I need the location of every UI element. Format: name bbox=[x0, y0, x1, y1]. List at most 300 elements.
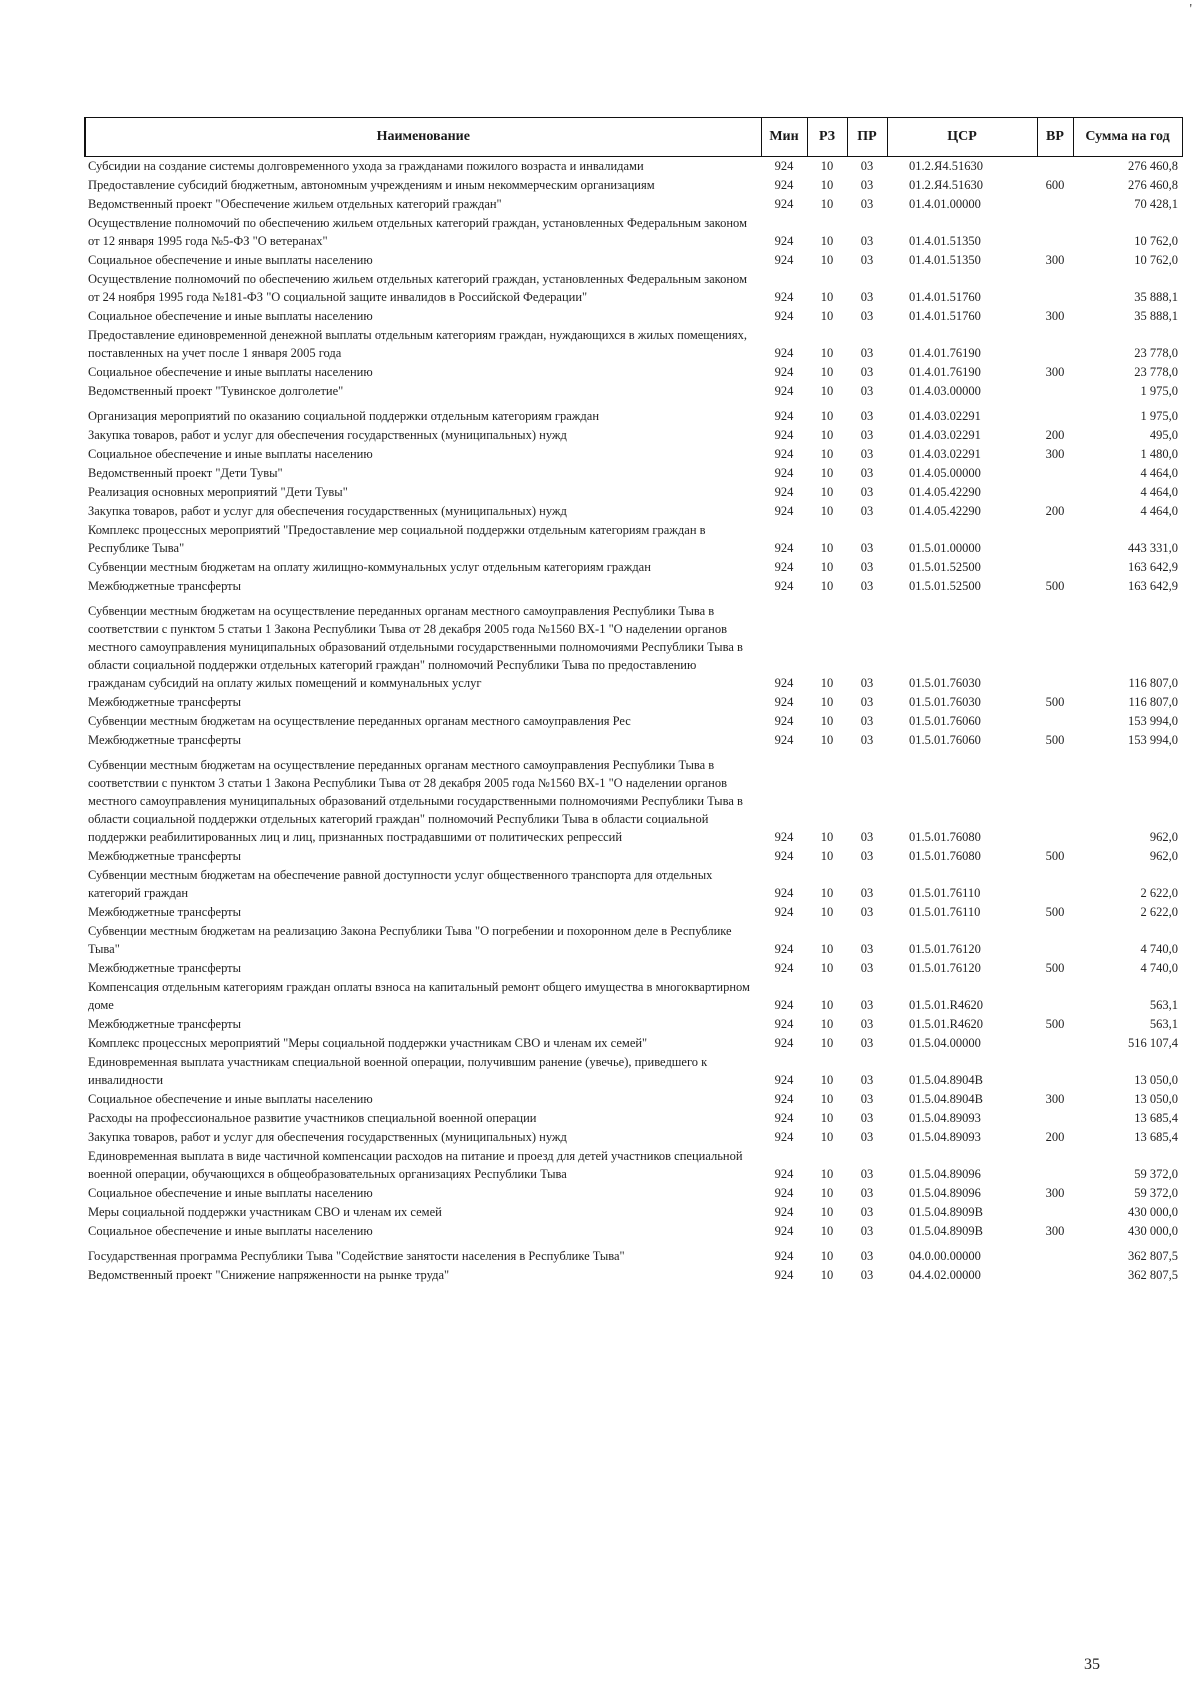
row-min: 924 bbox=[774, 1249, 794, 1263]
row-rz: 10 bbox=[820, 1224, 834, 1238]
row-min: 924 bbox=[774, 253, 794, 267]
row-csr: 01.5.01.76110 bbox=[909, 905, 981, 919]
row-pr: 03 bbox=[860, 178, 874, 192]
row-rz: 10 bbox=[820, 1130, 834, 1144]
row-csr: 01.5.01.R4620 bbox=[909, 1017, 983, 1031]
row-rz: 10 bbox=[820, 1073, 834, 1087]
row-vr: 500 bbox=[1045, 849, 1065, 863]
row-vr bbox=[1037, 596, 1073, 693]
table-row bbox=[85, 922, 1182, 959]
row-min: 924 bbox=[774, 733, 794, 747]
row-vr: 300 bbox=[1045, 365, 1065, 379]
row-rz: 10 bbox=[820, 998, 834, 1012]
row-vr bbox=[1037, 382, 1073, 401]
table-row bbox=[85, 866, 1182, 903]
table-row bbox=[85, 978, 1182, 1015]
row-rz: 10 bbox=[820, 905, 834, 919]
row-sum: 563,1 bbox=[1149, 998, 1178, 1012]
row-csr: 01.4.01.76190 bbox=[909, 346, 981, 360]
row-pr: 03 bbox=[860, 733, 874, 747]
row-sum: 276 460,8 bbox=[1128, 159, 1178, 173]
row-name: Предоставление субсидий бюджетным, автономным учреждениям и иным некоммерческим организациям bbox=[88, 178, 655, 192]
row-csr: 01.5.04.8904В bbox=[909, 1073, 983, 1087]
row-csr: 01.4.03.02291 bbox=[909, 428, 981, 442]
row-sum: 35 888,1 bbox=[1134, 290, 1178, 304]
row-vr bbox=[1037, 521, 1073, 558]
table-row bbox=[85, 382, 1182, 401]
row-pr: 03 bbox=[860, 1224, 874, 1238]
header-row bbox=[85, 118, 1182, 157]
row-pr: 03 bbox=[860, 714, 874, 728]
row-vr: 300 bbox=[1045, 447, 1065, 461]
table-row bbox=[85, 445, 1182, 464]
row-name: Субвенции местным бюджетам на осуществление переданных органам местного самоуправления Республики Тыва в соответствии с пунктом 5 статьи 1 Закона Республики Тыва от 28 декабря 2005 года №1560 ВХ-1 "О наделении органов местного самоуправления муниципальных образований отдельными государственными полномочиями Республики Тыва в области социальной поддержки отдельных категорий граждан" полномочий Республики Тыва по предоставлению гражданам субсидий на оплату жилых помещений и коммунальных услуг bbox=[88, 604, 743, 690]
row-min: 924 bbox=[774, 1224, 794, 1238]
row-name: Межбюджетные трансферты bbox=[88, 579, 242, 593]
row-pr: 03 bbox=[860, 1036, 874, 1050]
row-rz: 10 bbox=[820, 1036, 834, 1050]
row-pr: 03 bbox=[860, 998, 874, 1012]
row-sum: 430 000,0 bbox=[1128, 1224, 1178, 1238]
row-pr: 03 bbox=[860, 1249, 874, 1263]
row-min: 924 bbox=[774, 197, 794, 211]
row-vr: 300 bbox=[1045, 309, 1065, 323]
row-rz: 10 bbox=[820, 1249, 834, 1263]
row-min: 924 bbox=[774, 1205, 794, 1219]
row-min: 924 bbox=[774, 234, 794, 248]
table-row bbox=[85, 1266, 1182, 1285]
row-min: 924 bbox=[774, 961, 794, 975]
row-rz: 10 bbox=[820, 1186, 834, 1200]
row-pr: 03 bbox=[860, 579, 874, 593]
column-header-rz: РЗ bbox=[807, 118, 847, 157]
table-row bbox=[85, 1053, 1182, 1090]
row-sum: 153 994,0 bbox=[1128, 733, 1178, 747]
row-min: 924 bbox=[774, 485, 794, 499]
table-row bbox=[85, 1241, 1182, 1266]
row-rz: 10 bbox=[820, 961, 834, 975]
row-pr: 03 bbox=[860, 428, 874, 442]
row-min: 924 bbox=[774, 942, 794, 956]
row-min: 924 bbox=[774, 714, 794, 728]
row-min: 924 bbox=[774, 1111, 794, 1125]
row-name: Социальное обеспечение и иные выплаты населению bbox=[88, 1224, 373, 1238]
column-header-name: Наименование bbox=[85, 118, 761, 157]
row-vr bbox=[1037, 214, 1073, 251]
row-name: Осуществление полномочий по обеспечению жильем отдельных категорий граждан, установленных Федеральным законом от 24 ноября 1995 года №181-ФЗ "О социальной защите инвалидов в Российской Федерации" bbox=[88, 272, 747, 304]
row-csr: 01.5.04.89096 bbox=[909, 1167, 981, 1181]
row-name: Реализация основных мероприятий "Дети Тувы" bbox=[88, 485, 348, 499]
row-min: 924 bbox=[774, 905, 794, 919]
row-rz: 10 bbox=[820, 1017, 834, 1031]
row-name: Социальное обеспечение и иные выплаты населению bbox=[88, 253, 373, 267]
table-row bbox=[85, 1034, 1182, 1053]
row-min: 924 bbox=[774, 409, 794, 423]
row-csr: 01.5.01.76060 bbox=[909, 733, 981, 747]
row-pr: 03 bbox=[860, 1205, 874, 1219]
table-row bbox=[85, 558, 1182, 577]
row-rz: 10 bbox=[820, 346, 834, 360]
row-name: Социальное обеспечение и иные выплаты населению bbox=[88, 447, 373, 461]
table-row bbox=[85, 1015, 1182, 1034]
row-rz: 10 bbox=[820, 886, 834, 900]
row-csr: 01.4.01.51350 bbox=[909, 253, 981, 267]
row-pr: 03 bbox=[860, 695, 874, 709]
table-row bbox=[85, 731, 1182, 750]
table-row bbox=[85, 1147, 1182, 1184]
row-pr: 03 bbox=[860, 504, 874, 518]
row-csr: 01.5.01.R4620 bbox=[909, 998, 983, 1012]
column-header-pr: ПР bbox=[847, 118, 887, 157]
row-sum: 10 762,0 bbox=[1134, 253, 1178, 267]
row-min: 924 bbox=[774, 428, 794, 442]
row-sum: 4 464,0 bbox=[1140, 466, 1178, 480]
row-sum: 962,0 bbox=[1149, 849, 1178, 863]
row-name: Предоставление единовременной денежной выплаты отдельным категориям граждан, нуждающихся в жилых помещениях, поставленных на учет после 1 января 2005 года bbox=[88, 328, 747, 360]
row-name: Субвенции местным бюджетам на реализацию Закона Республики Тыва "О погребении и похоронном деле в Республике Тыва" bbox=[88, 924, 732, 956]
row-rz: 10 bbox=[820, 290, 834, 304]
row-rz: 10 bbox=[820, 942, 834, 956]
table-row bbox=[85, 464, 1182, 483]
row-name: Социальное обеспечение и иные выплаты населению bbox=[88, 309, 373, 323]
row-name: Межбюджетные трансферты bbox=[88, 695, 242, 709]
row-min: 924 bbox=[774, 1130, 794, 1144]
row-name: Комплекс процессных мероприятий "Меры социальной поддержки участникам СВО и членам их семей" bbox=[88, 1036, 648, 1050]
row-vr bbox=[1037, 1147, 1073, 1184]
row-rz: 10 bbox=[820, 849, 834, 863]
row-csr: 01.2.Я4.51630 bbox=[909, 178, 983, 192]
row-csr: 04.0.00.00000 bbox=[909, 1249, 981, 1263]
row-csr: 01.4.01.51350 bbox=[909, 234, 981, 248]
row-rz: 10 bbox=[820, 830, 834, 844]
table-row bbox=[85, 195, 1182, 214]
table-row bbox=[85, 521, 1182, 558]
row-min: 924 bbox=[774, 159, 794, 173]
row-vr: 500 bbox=[1045, 1017, 1065, 1031]
row-csr: 01.4.01.51760 bbox=[909, 290, 981, 304]
row-min: 924 bbox=[774, 695, 794, 709]
row-rz: 10 bbox=[820, 178, 834, 192]
row-rz: 10 bbox=[820, 1205, 834, 1219]
row-name: Организация мероприятий по оказанию социальной поддержки отдельным категориям граждан bbox=[88, 409, 600, 423]
column-header-vr: ВР bbox=[1037, 118, 1073, 157]
row-csr: 01.4.01.51760 bbox=[909, 309, 981, 323]
row-min: 924 bbox=[774, 1092, 794, 1106]
row-pr: 03 bbox=[860, 886, 874, 900]
page-number: 35 bbox=[1084, 1656, 1100, 1673]
row-vr bbox=[1037, 1053, 1073, 1090]
row-min: 924 bbox=[774, 1017, 794, 1031]
table-row bbox=[85, 903, 1182, 922]
row-rz: 10 bbox=[820, 676, 834, 690]
row-rz: 10 bbox=[820, 1092, 834, 1106]
row-name: Социальное обеспечение и иные выплаты населению bbox=[88, 1092, 373, 1106]
row-name: Субвенции местным бюджетам на оплату жилищно-коммунальных услуг отдельным категориям граждан bbox=[88, 560, 651, 574]
row-csr: 01.2.Я4.51630 bbox=[909, 159, 983, 173]
table-row bbox=[85, 270, 1182, 307]
table-row bbox=[85, 693, 1182, 712]
row-sum: 2 622,0 bbox=[1140, 905, 1178, 919]
row-csr: 01.5.04.89093 bbox=[909, 1111, 981, 1125]
row-sum: 13 050,0 bbox=[1134, 1092, 1178, 1106]
row-vr: 600 bbox=[1045, 178, 1065, 192]
row-vr: 300 bbox=[1045, 1092, 1065, 1106]
budget-table-wrapper bbox=[84, 117, 1181, 1285]
row-min: 924 bbox=[774, 346, 794, 360]
row-csr: 01.4.03.00000 bbox=[909, 384, 981, 398]
row-pr: 03 bbox=[860, 961, 874, 975]
row-vr bbox=[1037, 157, 1073, 177]
table-row bbox=[85, 363, 1182, 382]
row-rz: 10 bbox=[820, 234, 834, 248]
row-pr: 03 bbox=[860, 447, 874, 461]
table-row bbox=[85, 307, 1182, 326]
row-csr: 01.5.04.8904В bbox=[909, 1092, 983, 1106]
row-pr: 03 bbox=[860, 384, 874, 398]
row-sum: 35 888,1 bbox=[1134, 309, 1178, 323]
row-rz: 10 bbox=[820, 365, 834, 379]
row-name: Субсидии на создание системы долговременного ухода за гражданами пожилого возраста и инвалидами bbox=[88, 159, 644, 173]
row-csr: 01.4.01.76190 bbox=[909, 365, 981, 379]
row-name: Социальное обеспечение и иные выплаты населению bbox=[88, 1186, 373, 1200]
row-sum: 516 107,4 bbox=[1128, 1036, 1178, 1050]
row-sum: 13 050,0 bbox=[1134, 1073, 1178, 1087]
row-pr: 03 bbox=[860, 1268, 874, 1282]
row-vr bbox=[1037, 270, 1073, 307]
row-name: Межбюджетные трансферты bbox=[88, 961, 242, 975]
row-csr: 01.5.04.89096 bbox=[909, 1186, 981, 1200]
row-min: 924 bbox=[774, 1073, 794, 1087]
row-vr bbox=[1037, 1241, 1073, 1266]
row-sum: 1 975,0 bbox=[1140, 409, 1178, 423]
row-vr bbox=[1037, 712, 1073, 731]
row-vr bbox=[1037, 326, 1073, 363]
row-csr: 01.4.03.02291 bbox=[909, 409, 981, 423]
row-name: Осуществление полномочий по обеспечению жильем отдельных категорий граждан, установленных Федеральным законом от 12 января 1995 года №5-ФЗ "О ветеранах" bbox=[88, 216, 747, 248]
row-rz: 10 bbox=[820, 1268, 834, 1282]
row-name: Субвенции местным бюджетам на осуществление переданных органам местного самоуправления Рес bbox=[88, 714, 631, 728]
row-min: 924 bbox=[774, 1186, 794, 1200]
row-sum: 443 331,0 bbox=[1128, 541, 1178, 555]
row-name: Комплекс процессных мероприятий "Предоставление мер социальной поддержки отдельным категориям граждан в Республике Тыва" bbox=[88, 523, 706, 555]
row-csr: 01.5.01.76080 bbox=[909, 849, 981, 863]
row-name: Межбюджетные трансферты bbox=[88, 733, 242, 747]
row-pr: 03 bbox=[860, 1073, 874, 1087]
row-sum: 23 778,0 bbox=[1134, 346, 1178, 360]
row-sum: 13 685,4 bbox=[1134, 1130, 1178, 1144]
row-min: 924 bbox=[774, 466, 794, 480]
row-csr: 01.5.04.8909В bbox=[909, 1224, 983, 1238]
row-vr: 300 bbox=[1045, 1224, 1065, 1238]
table-row bbox=[85, 596, 1182, 693]
row-sum: 163 642,9 bbox=[1128, 579, 1178, 593]
row-name: Единовременная выплата в виде частичной компенсации расходов на питание и проезд для детей участников специальной военной операции, обучающихся в общеобразовательных организациях Республики Тыва bbox=[88, 1149, 743, 1181]
row-csr: 01.5.01.76030 bbox=[909, 695, 981, 709]
row-name: Компенсация отдельным категориям граждан оплаты взноса на капитальный ремонт общего имущества в многоквартирном доме bbox=[88, 980, 750, 1012]
row-sum: 13 685,4 bbox=[1134, 1111, 1178, 1125]
row-csr: 01.5.04.00000 bbox=[909, 1036, 981, 1050]
row-csr: 01.5.01.52500 bbox=[909, 579, 981, 593]
table-row bbox=[85, 1222, 1182, 1241]
row-vr bbox=[1037, 558, 1073, 577]
table-row bbox=[85, 959, 1182, 978]
table-row bbox=[85, 502, 1182, 521]
row-vr: 200 bbox=[1045, 504, 1065, 518]
row-sum: 116 807,0 bbox=[1128, 676, 1178, 690]
row-pr: 03 bbox=[860, 234, 874, 248]
row-vr: 500 bbox=[1045, 733, 1065, 747]
row-csr: 01.5.01.76030 bbox=[909, 676, 981, 690]
row-csr: 01.5.01.76060 bbox=[909, 714, 981, 728]
row-min: 924 bbox=[774, 676, 794, 690]
row-vr: 500 bbox=[1045, 961, 1065, 975]
row-rz: 10 bbox=[820, 428, 834, 442]
row-pr: 03 bbox=[860, 409, 874, 423]
row-sum: 362 807,5 bbox=[1128, 1249, 1178, 1263]
row-name: Ведомственный проект "Обеспечение жильем отдельных категорий граждан" bbox=[88, 197, 502, 211]
row-rz: 10 bbox=[820, 253, 834, 267]
row-vr bbox=[1037, 978, 1073, 1015]
row-vr bbox=[1037, 1034, 1073, 1053]
table-header bbox=[85, 118, 1182, 157]
row-sum: 116 807,0 bbox=[1128, 695, 1178, 709]
row-pr: 03 bbox=[860, 1130, 874, 1144]
row-sum: 10 762,0 bbox=[1134, 234, 1178, 248]
page-corner-mark: ' bbox=[1189, 2, 1192, 17]
row-vr: 300 bbox=[1045, 253, 1065, 267]
row-rz: 10 bbox=[820, 1111, 834, 1125]
row-name: Межбюджетные трансферты bbox=[88, 905, 242, 919]
row-rz: 10 bbox=[820, 733, 834, 747]
row-min: 924 bbox=[774, 447, 794, 461]
row-sum: 4 740,0 bbox=[1140, 942, 1178, 956]
row-pr: 03 bbox=[860, 1017, 874, 1031]
row-pr: 03 bbox=[860, 849, 874, 863]
table-row bbox=[85, 157, 1182, 177]
row-sum: 1 975,0 bbox=[1140, 384, 1178, 398]
row-csr: 01.4.05.00000 bbox=[909, 466, 981, 480]
row-sum: 2 622,0 bbox=[1140, 886, 1178, 900]
row-pr: 03 bbox=[860, 1111, 874, 1125]
table-row bbox=[85, 1109, 1182, 1128]
row-min: 924 bbox=[774, 290, 794, 304]
row-min: 924 bbox=[774, 830, 794, 844]
column-header-sum: Сумма на год bbox=[1073, 118, 1182, 157]
row-sum: 59 372,0 bbox=[1134, 1186, 1178, 1200]
row-name: Социальное обеспечение и иные выплаты населению bbox=[88, 365, 373, 379]
row-min: 924 bbox=[774, 579, 794, 593]
row-name: Меры социальной поддержки участникам СВО и членам их семей bbox=[88, 1205, 442, 1219]
row-vr: 200 bbox=[1045, 1130, 1065, 1144]
row-name: Государственная программа Республики Тыва "Содействие занятости населения в Республике Тыва" bbox=[88, 1249, 625, 1263]
row-rz: 10 bbox=[820, 447, 834, 461]
row-sum: 59 372,0 bbox=[1134, 1167, 1178, 1181]
row-pr: 03 bbox=[860, 346, 874, 360]
row-min: 924 bbox=[774, 541, 794, 555]
table-row bbox=[85, 483, 1182, 502]
row-vr: 500 bbox=[1045, 905, 1065, 919]
row-sum: 276 460,8 bbox=[1128, 178, 1178, 192]
row-pr: 03 bbox=[860, 942, 874, 956]
row-vr: 500 bbox=[1045, 579, 1065, 593]
row-csr: 01.4.05.42290 bbox=[909, 485, 981, 499]
row-pr: 03 bbox=[860, 541, 874, 555]
row-name: Межбюджетные трансферты bbox=[88, 1017, 242, 1031]
row-rz: 10 bbox=[820, 309, 834, 323]
row-name: Единовременная выплата участникам специальной военной операции, получившим ранение (увечье), приведшего к инвалидности bbox=[88, 1055, 708, 1087]
table-row bbox=[85, 1203, 1182, 1222]
row-name: Закупка товаров, работ и услуг для обеспечения государственных (муниципальных) нужд bbox=[88, 1130, 567, 1144]
table-row bbox=[85, 1184, 1182, 1203]
row-csr: 01.4.03.02291 bbox=[909, 447, 981, 461]
row-rz: 10 bbox=[820, 560, 834, 574]
table-row bbox=[85, 847, 1182, 866]
row-rz: 10 bbox=[820, 714, 834, 728]
budget-table bbox=[84, 117, 1183, 1285]
row-csr: 01.5.01.76080 bbox=[909, 830, 981, 844]
table-row bbox=[85, 712, 1182, 731]
row-rz: 10 bbox=[820, 409, 834, 423]
row-rz: 10 bbox=[820, 466, 834, 480]
row-pr: 03 bbox=[860, 1167, 874, 1181]
table-row bbox=[85, 426, 1182, 445]
row-rz: 10 bbox=[820, 504, 834, 518]
row-min: 924 bbox=[774, 1268, 794, 1282]
row-csr: 01.5.01.76120 bbox=[909, 961, 981, 975]
row-rz: 10 bbox=[820, 159, 834, 173]
row-pr: 03 bbox=[860, 1186, 874, 1200]
row-sum: 4 464,0 bbox=[1140, 504, 1178, 518]
row-name: Межбюджетные трансферты bbox=[88, 849, 242, 863]
row-sum: 70 428,1 bbox=[1134, 197, 1178, 211]
row-min: 924 bbox=[774, 998, 794, 1012]
column-header-min: Мин bbox=[761, 118, 807, 157]
table-body bbox=[85, 157, 1182, 1286]
row-sum: 962,0 bbox=[1149, 830, 1178, 844]
row-sum: 495,0 bbox=[1149, 428, 1178, 442]
row-min: 924 bbox=[774, 309, 794, 323]
row-rz: 10 bbox=[820, 197, 834, 211]
row-pr: 03 bbox=[860, 290, 874, 304]
row-vr bbox=[1037, 195, 1073, 214]
row-name: Субвенции местным бюджетам на обеспечение равной доступности услуг общественного транспорта для отдельных категорий граждан bbox=[88, 868, 713, 900]
row-min: 924 bbox=[774, 886, 794, 900]
table-row bbox=[85, 326, 1182, 363]
row-pr: 03 bbox=[860, 159, 874, 173]
row-pr: 03 bbox=[860, 560, 874, 574]
row-csr: 01.4.01.00000 bbox=[909, 197, 981, 211]
row-name: Закупка товаров, работ и услуг для обеспечения государственных (муниципальных) нужд bbox=[88, 428, 567, 442]
row-vr bbox=[1037, 1109, 1073, 1128]
row-rz: 10 bbox=[820, 541, 834, 555]
row-rz: 10 bbox=[820, 384, 834, 398]
row-csr: 01.5.04.8909В bbox=[909, 1205, 983, 1219]
table-row bbox=[85, 176, 1182, 195]
row-sum: 4 464,0 bbox=[1140, 485, 1178, 499]
table-row bbox=[85, 1090, 1182, 1109]
row-sum: 163 642,9 bbox=[1128, 560, 1178, 574]
row-vr: 500 bbox=[1045, 695, 1065, 709]
row-vr bbox=[1037, 922, 1073, 959]
row-min: 924 bbox=[774, 178, 794, 192]
row-csr: 01.5.01.00000 bbox=[909, 541, 981, 555]
row-sum: 563,1 bbox=[1149, 1017, 1178, 1031]
row-name: Ведомственный проект "Дети Тувы" bbox=[88, 466, 283, 480]
row-vr bbox=[1037, 401, 1073, 426]
row-name: Ведомственный проект "Тувинское долголетие" bbox=[88, 384, 344, 398]
row-rz: 10 bbox=[820, 1167, 834, 1181]
row-csr: 01.5.01.52500 bbox=[909, 560, 981, 574]
